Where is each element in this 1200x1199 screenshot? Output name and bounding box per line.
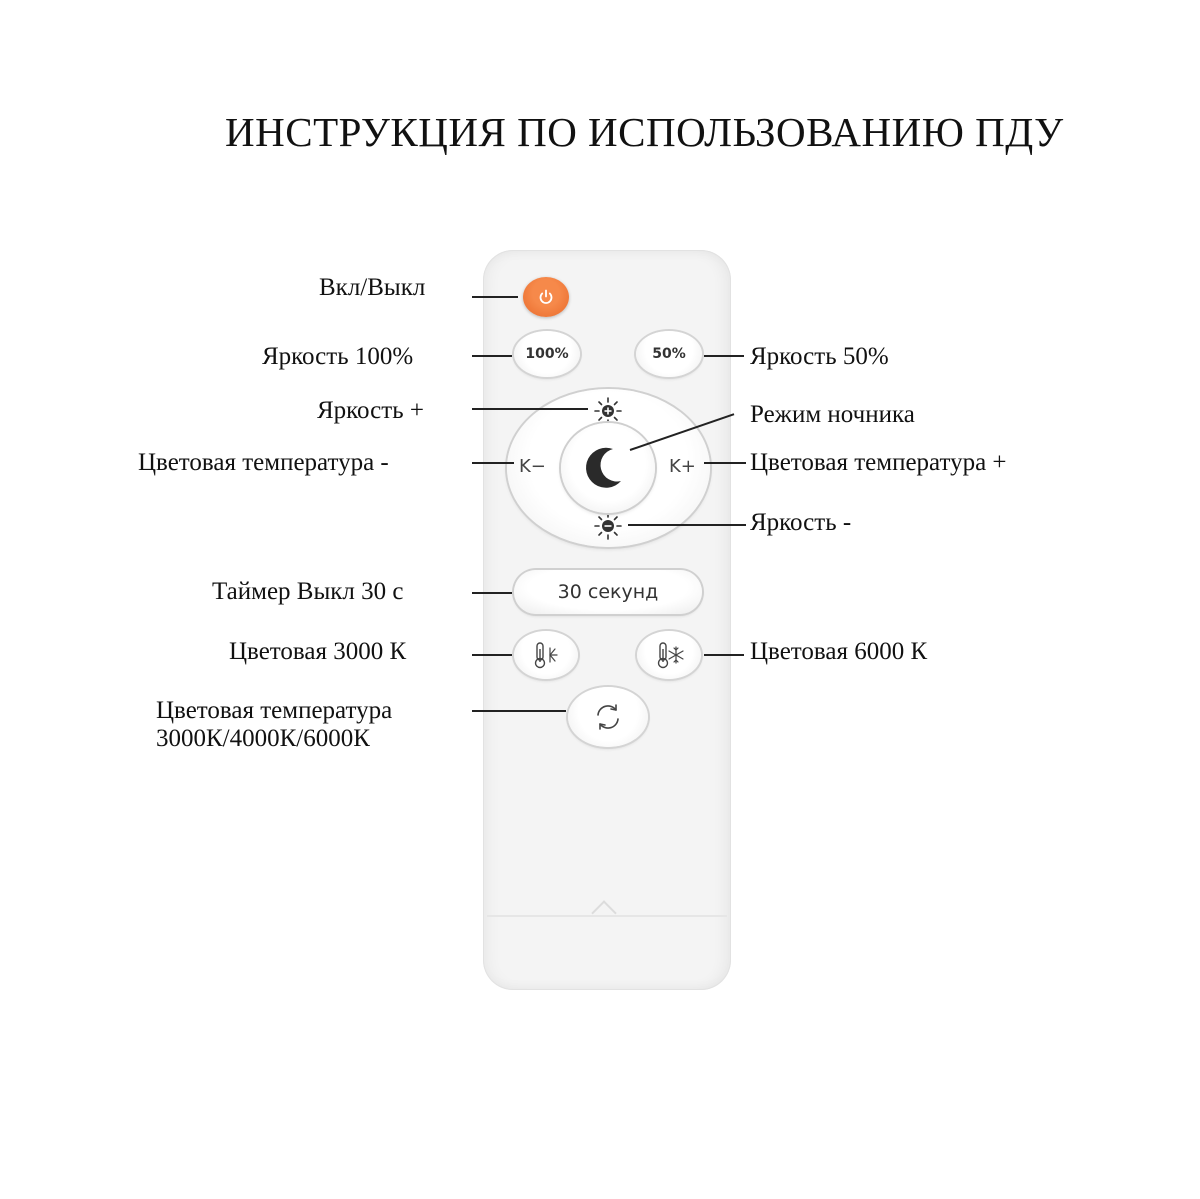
brightness-minus-button[interactable]	[591, 511, 625, 541]
brightness-100-button[interactable]	[514, 331, 580, 377]
leader-line-color-cycle	[472, 710, 566, 712]
brightness-100-button-label: 100%	[525, 346, 569, 362]
label-color-temp-plus: Цветовая температура +	[750, 449, 1007, 476]
label-brightness-minus: Яркость -	[750, 509, 852, 536]
label-brightness-100: Яркость 100%	[262, 343, 414, 370]
thermometer-snowflake-icon	[649, 638, 689, 672]
label-night-mode: Режим ночника	[750, 401, 915, 428]
refresh-cycle-icon	[586, 699, 630, 735]
sun-minus-icon	[591, 511, 625, 541]
label-power: Вкл/Выкл	[319, 274, 426, 301]
color-cycle-button[interactable]	[568, 687, 648, 747]
brightness-50-button-label: 50%	[652, 346, 686, 362]
label-color-cycle-line2: 3000К/4000К/6000К	[156, 725, 370, 752]
leader-line-brightness-plus	[472, 408, 588, 410]
power-icon	[537, 288, 555, 306]
timer-button[interactable]	[514, 570, 702, 614]
label-color-6000: Цветовая 6000 К	[750, 638, 928, 665]
label-brightness-50: Яркость 50%	[750, 343, 889, 370]
leader-line-power	[472, 296, 518, 298]
label-color-cycle-line1: Цветовая температура	[156, 697, 393, 724]
leader-line-color-temp-minus	[472, 462, 514, 464]
battery-cover-notch	[591, 900, 616, 925]
leader-line-brightness-minus	[628, 524, 746, 526]
sun-plus-icon	[591, 396, 625, 426]
label-color-temp-minus: Цветовая температура -	[138, 449, 389, 476]
night-mode-button[interactable]	[561, 423, 655, 513]
leader-line-color-temp-plus	[704, 462, 746, 464]
moon-icon	[561, 423, 655, 513]
label-color-3000: Цветовая 3000 К	[229, 638, 407, 665]
color-temp-minus-button[interactable]: K−	[519, 456, 546, 477]
leader-line-brightness-100	[472, 355, 512, 357]
brightness-50-button[interactable]	[636, 331, 702, 377]
brightness-plus-button[interactable]	[591, 396, 625, 426]
color-3000k-button[interactable]	[514, 631, 578, 679]
power-button[interactable]	[523, 277, 569, 317]
color-6000k-button[interactable]	[637, 631, 701, 679]
leader-line-color-6000	[704, 654, 744, 656]
leader-line-color-3000	[472, 654, 512, 656]
timer-button-label: 30 секунд	[557, 581, 659, 603]
color-temp-plus-button[interactable]: K+	[669, 456, 696, 477]
label-brightness-plus: Яркость +	[317, 397, 424, 424]
page-title: ИНСТРУКЦИЯ ПО ИСПОЛЬЗОВАНИЮ ПДУ	[225, 109, 1064, 155]
thermometer-sun-icon	[526, 638, 566, 672]
leader-line-timer	[472, 592, 512, 594]
leader-line-brightness-50	[704, 355, 744, 357]
label-timer-off: Таймер Выкл 30 с	[212, 578, 404, 605]
